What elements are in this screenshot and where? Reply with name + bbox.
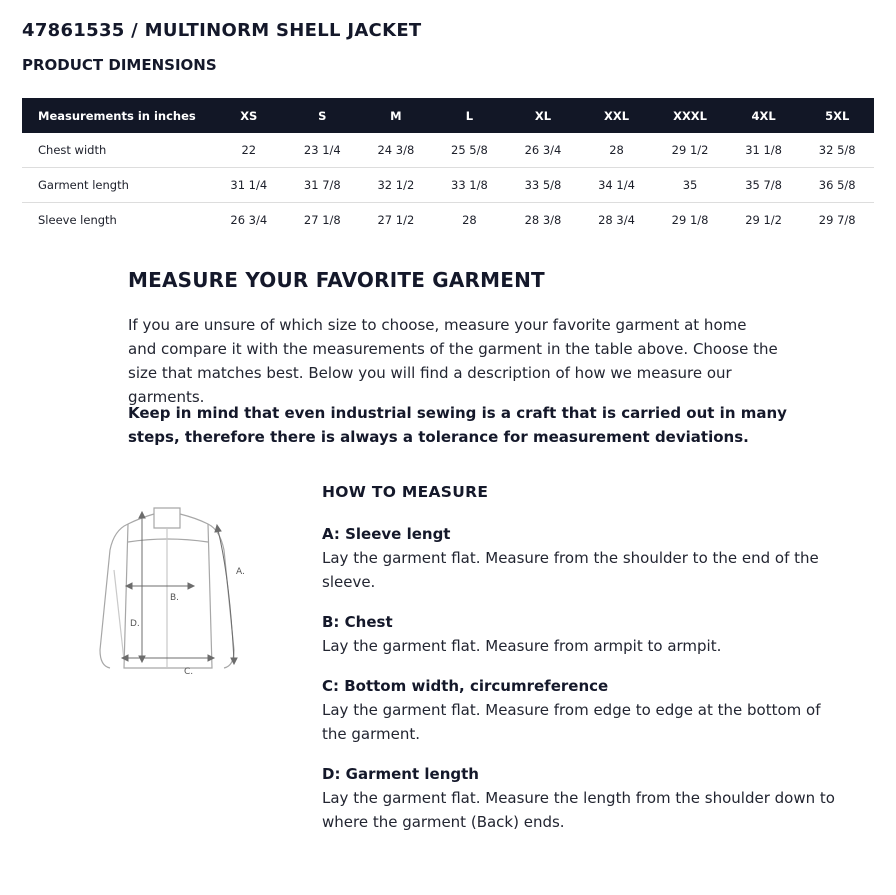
arrow-a <box>218 530 234 662</box>
table-cell: 28 <box>462 213 477 227</box>
dimensions-table <box>22 98 874 237</box>
step-text: Lay the garment flat. Measure from edge to edge at the bottom of the garment. <box>322 701 821 743</box>
size-header: 4XL <box>727 98 801 133</box>
table-cell: 29 1/2 <box>745 213 782 227</box>
table-cell: 34 1/4 <box>580 168 654 203</box>
step-text: Lay the garment flat. Measure from the shoulder to the end of the sleeve. <box>322 549 819 591</box>
table-cell: 36 5/8 <box>800 168 874 203</box>
row-label: Sleeve length <box>38 213 117 227</box>
step-bottom-width <box>322 674 842 746</box>
step-sleeve <box>322 522 842 594</box>
size-header: XL <box>506 98 580 133</box>
product-title: 47861535 / MULTINORM SHELL JACKET <box>22 20 422 41</box>
diagram-label-a: A. <box>236 567 245 577</box>
row-label: Chest width <box>22 133 212 168</box>
step-text: Lay the garment flat. Measure from armpit to armpit. <box>322 637 722 655</box>
table-cell: 31 7/8 <box>286 168 360 203</box>
table-cell: 28 3/8 <box>524 213 562 227</box>
table-cell: 29 1/8 <box>671 213 709 227</box>
measure-intro-text: If you are unsure of which size to choose, measure your favorite garment at home and compare it with the measurements of the garment in the table above. Choose the size that matches best. Below you will find a description of how we measure our garments. <box>128 316 778 406</box>
table-cell: 28 <box>580 133 654 168</box>
size-header: L <box>433 98 507 133</box>
diagram-label-c: C. <box>184 667 194 677</box>
measure-section-title: MEASURE YOUR FAVORITE GARMENT <box>128 268 545 292</box>
size-header: XXL <box>580 98 654 133</box>
table-cell: 24 3/8 <box>359 133 433 168</box>
diagram-label-d: D. <box>130 619 140 629</box>
table-cell: 29 1/2 <box>653 133 727 168</box>
step-title: A: Sleeve lengt <box>322 525 451 543</box>
how-to-measure-title: HOW TO MEASURE <box>322 483 489 501</box>
table-cell: 27 1/2 <box>377 213 415 227</box>
step-title: B: Chest <box>322 613 393 631</box>
section-title-dimensions: PRODUCT DIMENSIONS <box>22 56 217 74</box>
step-title: C: Bottom width, circumreference <box>322 677 609 695</box>
size-header: XS <box>212 98 286 133</box>
table-cell: 28 3/4 <box>598 213 635 227</box>
step-chest <box>322 610 842 658</box>
table-cell: 32 1/2 <box>359 168 433 203</box>
table-row <box>22 203 874 238</box>
table-cell: 31 1/4 <box>212 168 286 203</box>
table-cell: 27 1/8 <box>303 213 341 227</box>
table-cell: 33 1/8 <box>433 168 507 203</box>
step-text: Lay the garment flat. Measure the length from the shoulder down to where the garment (Back) ends. <box>322 789 835 831</box>
size-header: S <box>286 98 360 133</box>
table-cell: 26 3/4 <box>506 133 580 168</box>
table-row <box>22 133 874 168</box>
row-label: Garment length <box>22 168 212 203</box>
table-cell: 22 <box>212 133 286 168</box>
table-cell: 35 7/8 <box>727 168 801 203</box>
table-row <box>22 168 874 203</box>
size-header: M <box>359 98 433 133</box>
measure-tolerance-note: Keep in mind that even industrial sewing is a craft that is carried out in many steps, therefore there is always a tolerance for measurement deviations. <box>128 404 787 446</box>
size-header: 5XL <box>800 98 874 133</box>
table-corner-label: Measurements in inches <box>22 98 212 133</box>
jacket-measurement-diagram <box>92 500 262 685</box>
step-garment-length <box>322 762 842 834</box>
diagram-label-b: B. <box>170 593 180 603</box>
table-cell: 26 3/4 <box>230 213 268 227</box>
table-header-row <box>22 98 874 133</box>
table-cell: 32 5/8 <box>800 133 874 168</box>
table-cell: 23 1/4 <box>286 133 360 168</box>
table-cell: 25 5/8 <box>433 133 507 168</box>
step-title: D: Garment length <box>322 765 479 783</box>
table-cell: 31 1/8 <box>727 133 801 168</box>
table-cell: 35 <box>653 168 727 203</box>
table-cell: 33 5/8 <box>506 168 580 203</box>
jacket-outline <box>100 508 234 668</box>
size-header: XXXL <box>653 98 727 133</box>
measurement-arrows <box>122 512 237 664</box>
table-cell: 29 7/8 <box>818 213 856 227</box>
